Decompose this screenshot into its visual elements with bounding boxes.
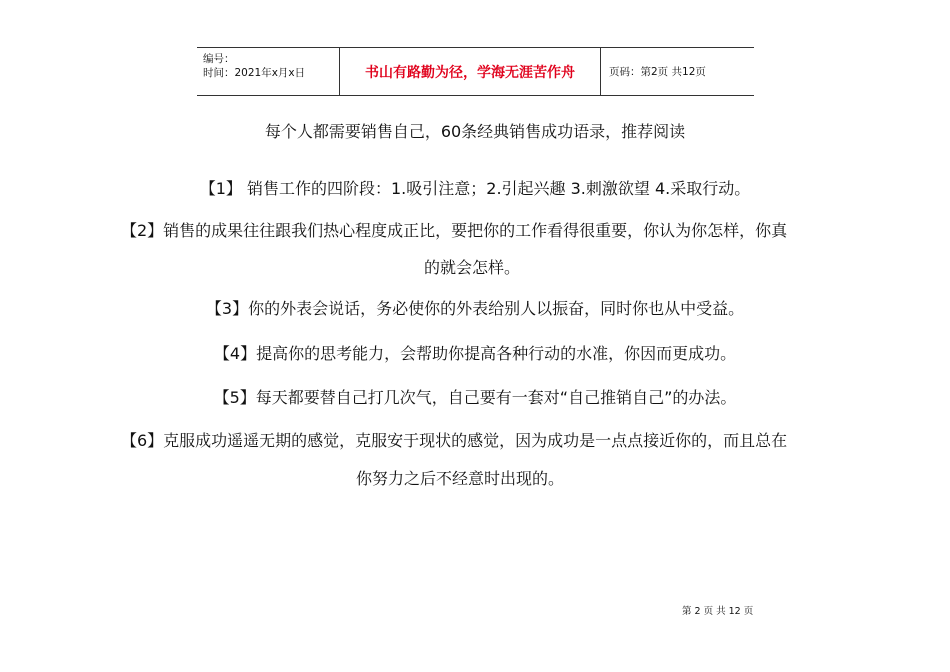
document-title: 每个人都需要销售自己，60条经典销售成功语录，推荐阅读 (264, 122, 686, 141)
item-3: 【3】你的外表会说话，务必使你的外表给别人以振奋，同时你也从中受益。 (205, 299, 745, 318)
page-footer: 第 2 页 共 12 页 (682, 606, 754, 617)
header-motto-cell (339, 48, 601, 95)
page-info: 页码：第2页 共12页 (609, 65, 706, 78)
serial-number-label: 编号： (203, 53, 235, 65)
item-6-line-1: 【6】克服成功遥遥无期的感觉，克服安于现状的感觉，因为成功是一点点接近你的，而且总在 (121, 431, 788, 450)
item-4: 【4】提高你的思考能力，会帮助你提高各种行动的水准，你因而更成功。 (213, 344, 737, 363)
motto-text: 书山有路勤为径，学海无涯苦作舟 (365, 64, 575, 81)
header-meta-cell (197, 48, 339, 95)
item-1: 【1】 销售工作的四阶段：1.吸引注意；2.引起兴趣 3.刺激欲望 4.采取行动。 (199, 179, 751, 198)
item-2-line-2: 的就会怎样。 (424, 258, 521, 277)
document-header (197, 47, 754, 96)
item-2-line-1: 【2】销售的成果往往跟我们热心程度成正比，要把你的工作看得很重要，你认为你怎样，你真 (121, 221, 788, 240)
header-page-cell (601, 48, 754, 95)
item-5: 【5】每天都要替自己打几次气，自己要有一套对“自己推销自己”的办法。 (213, 388, 737, 407)
item-6-line-2: 你努力之后不经意时出现的。 (356, 469, 565, 488)
date-label: 时间：2021年x月x日 (203, 67, 306, 79)
